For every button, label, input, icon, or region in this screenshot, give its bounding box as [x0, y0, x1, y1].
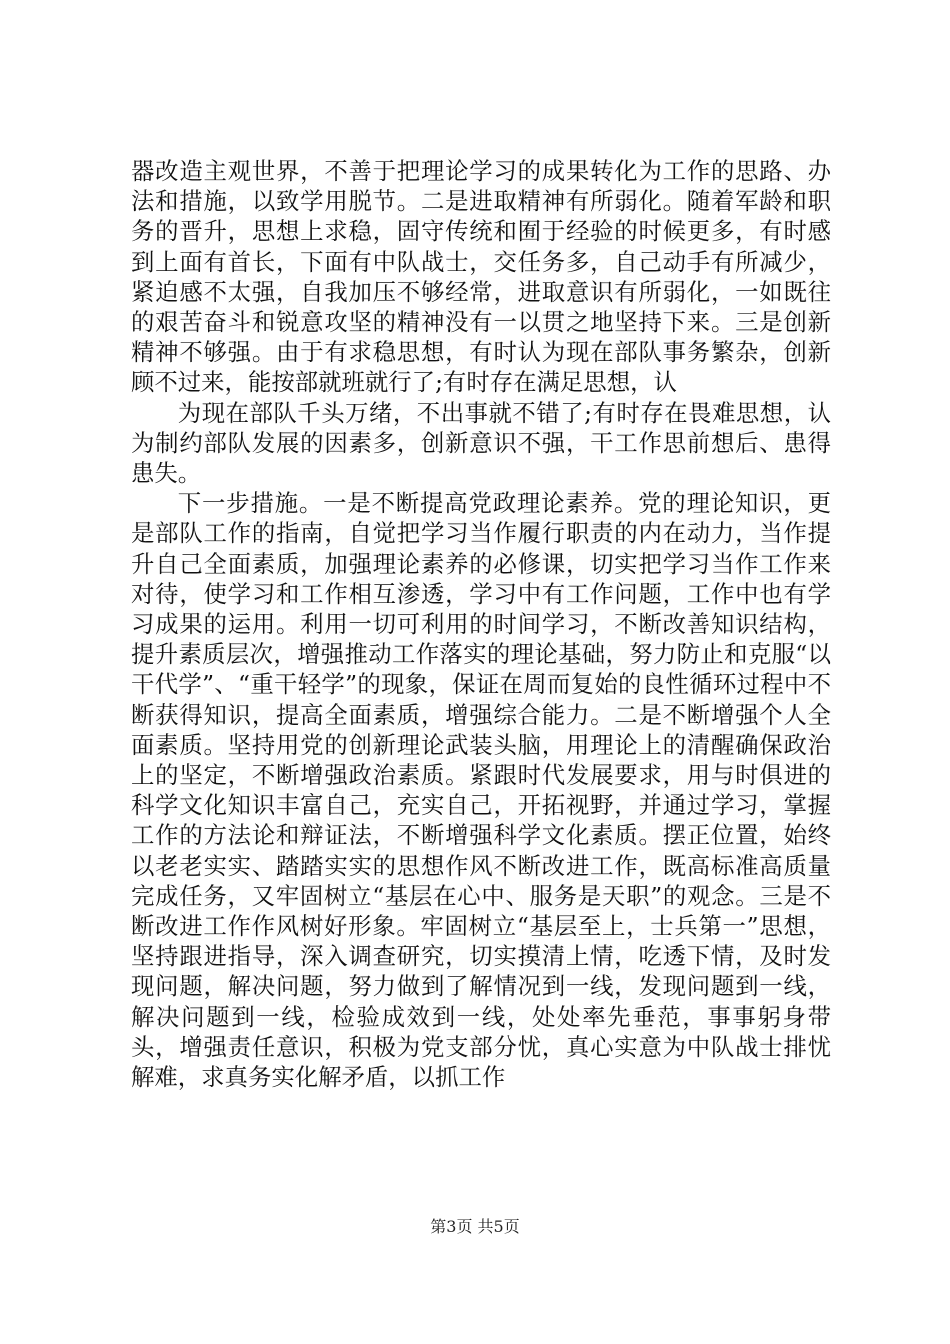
- page-number-footer: 第3页 共5页: [430, 1217, 520, 1236]
- document-body: [131, 156, 831, 1092]
- paragraph-1: 器改造主观世界，不善于把理论学习的成果转化为工作的思路、办法和措施，以致学用脱节。二是进取精神有所弱化。随着军龄和职务的晋升，思想上求稳，固守传统和囿于经验的时候更多，有时感到上面有首长，下面有中队战士，交任务多，自己动手有所减少，紧迫感不太强，自我加压不够经常，进取意识有所弱化，一如既往的艰苦奋斗和锐意攻坚的精神没有一以贯之地坚持下来。三是创新精神不够强。由于有求稳思想，有时认为现在部队事务繁杂，创新顾不过来，能按部就班就行了;有时存在满足思想，认: [131, 157, 831, 397]
- paragraph-3: 下一步措施。一是不断提高党政理论素养。党的理论知识，更是部队工作的指南，自觉把学习当作履行职责的内在动力，当作提升自己全面素质，加强理论素养的必修课，切实把学习当作工作来对待，使学习和工作相互渗透，学习中有工作问题，工作中也有学习成果的运用。利用一切可利用的时间学习，不断改善知识结构，提升素质层次，增强推动工作落实的理论基础，努力防止和克服“以干代学”、“重干轻学”的现象，保证在周而复始的良性循环过程中不断获得知识，提高全面素质，增强综合能力。二是不断增强个人全面素质。坚持用党的创新理论武装头脑，用理论上的清醒确保政治上的坚定，不断增强政治素质。紧跟时代发展要求，用与时俱进的科学文化知识丰富自己，充实自己，开拓视野，并通过学习，掌握工作的方法论和辩证法，不断增强科学文化素质。摆正位置，始终以老老实实、踏踏实实的思想作风不断改进工作，既高标准高质量完成任务，又牢固树立“基层在心中、服务是天职”的观念。三是不断改进工作作风树好形象。牢固树立“基层至上，士兵第一”思想，坚持跟进指导，深入调查研究，切实摸清上情，吃透下情，及时发现问题，解决问题，努力做到了解情况到一线，发现问题到一线，解决问题到一线，检验成效到一线，处处率先垂范，事事躬身带头，增强责任意识，积极为党支部分忧，真心实意为中队战士排忧解难，求真务实化解矛盾，以抓工作: [131, 489, 831, 1092]
- paragraph-2: 为现在部队千头万绪，不出事就不错了;有时存在畏难思想，认为制约部队发展的因素多，创新意识不强，干工作思前想后、患得患失。: [131, 398, 831, 488]
